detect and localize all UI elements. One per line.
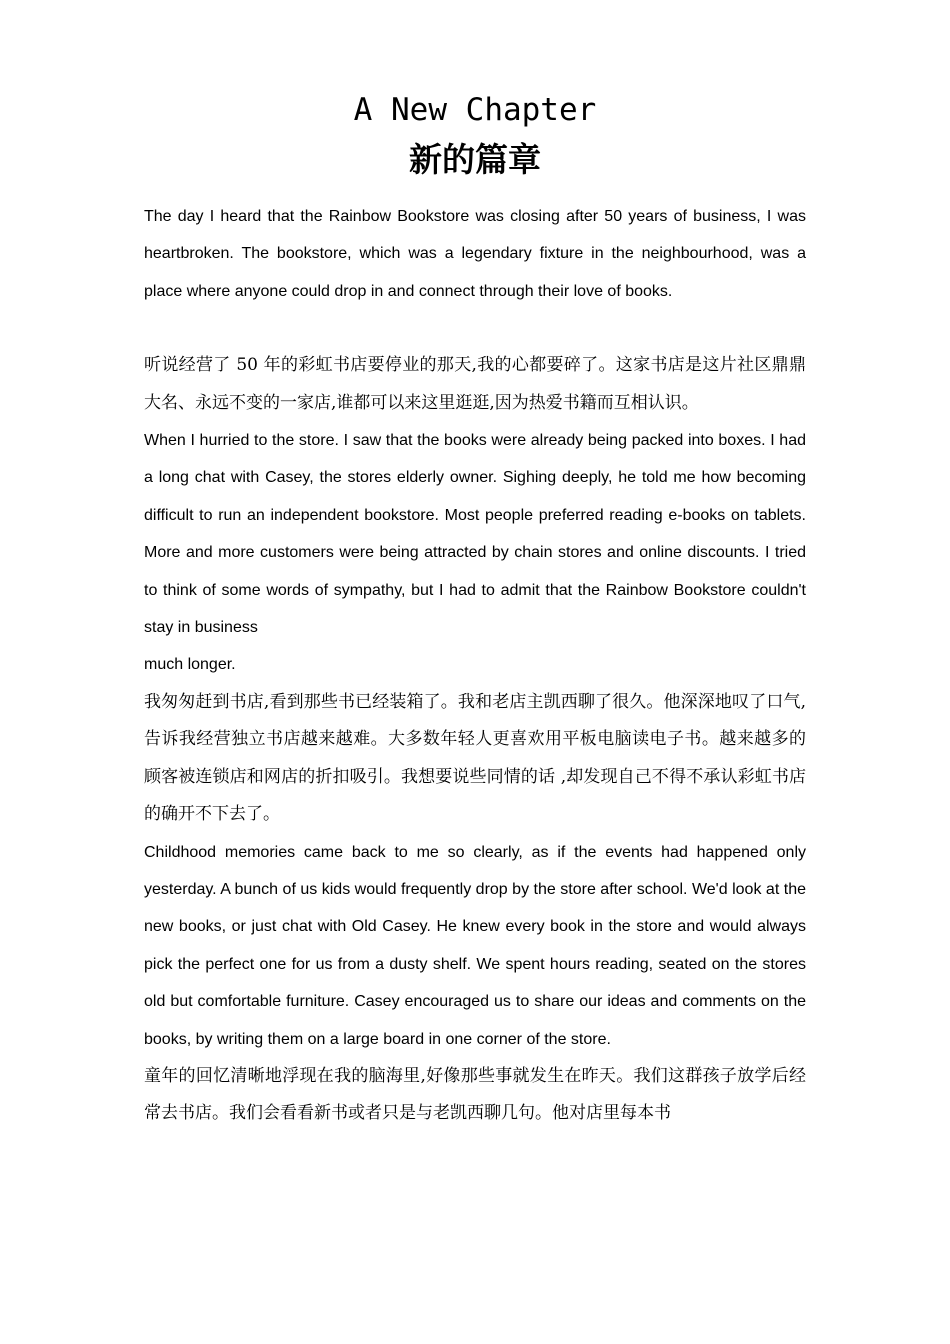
- paragraph-english-3: Childhood memories came back to me so clearly, as if the events had happened only yesterday. A bunch of us kids would frequently drop by the store after school. We'd look at the new books, or just chat with Old Casey. He knew every book in the store and would always pick the perfect one for us from a dusty shelf. We spent hours reading, seated on the stores old but comfortable furniture. Casey encouraged us to share our ideas and comments on the books, by writing them on a large board in one corner of the store.: [144, 843, 806, 1048]
- paragraph-english-2-end: much longer.: [144, 656, 236, 674]
- document-body: [144, 198, 806, 1133]
- paragraph-chinese-2: 我匆匆赶到书店,看到那些书已经装箱了。我和老店主凯西聊了很久。他深深地叹了口气,告诉我经营独立书店越来越难。大多数年轻人更喜欢用平板电脑读电子书。越来越多的顾客被连锁店和网店的折扣吸引。我想要说些同情的话 ,却发现自己不得不承认彩虹书店的确开不下去了。: [144, 691, 806, 825]
- paragraph-chinese-1: 听说经营了 50 年的彩虹书店要停业的那天,我的心都要碎了。这家书店是这片社区鼎鼎大名、永远不变的一家店,谁都可以来这里逛逛,因为热爱书籍而互相认识。: [144, 355, 806, 413]
- paragraph-english-1: The day I heard that the Rainbow Bookstore was closing after 50 years of business, I was heartbroken. The bookstore, which was a legendary fixture in the neighbourhood, was a place where anyone could drop in and connect through their love of books.: [144, 208, 806, 300]
- title-chinese: 新的篇章: [409, 140, 541, 179]
- paragraph-english-2: When I hurried to the store. I saw that the books were already being packed into boxes. I had a long chat with Casey, the stores elderly owner. Sighing deeply, he told me how becoming difficult to run an independent bookstore. Most people preferred reading e-books on tablets. More and more customers were being attracted by chain stores and online discounts. I tried to think of some words of sympathy, but I had to admit that the Rainbow Bookstore couldn't stay in business: [144, 432, 806, 637]
- paragraph-gap: [144, 310, 806, 347]
- paragraph-chinese-3: 童年的回忆清晰地浮现在我的脑海里,好像那些事就发生在昨天。我们这群孩子放学后经常去书店。我们会看看新书或者只是与老凯西聊几句。他对店里每本书: [144, 1065, 806, 1124]
- title-english: A New Chapter: [353, 92, 597, 128]
